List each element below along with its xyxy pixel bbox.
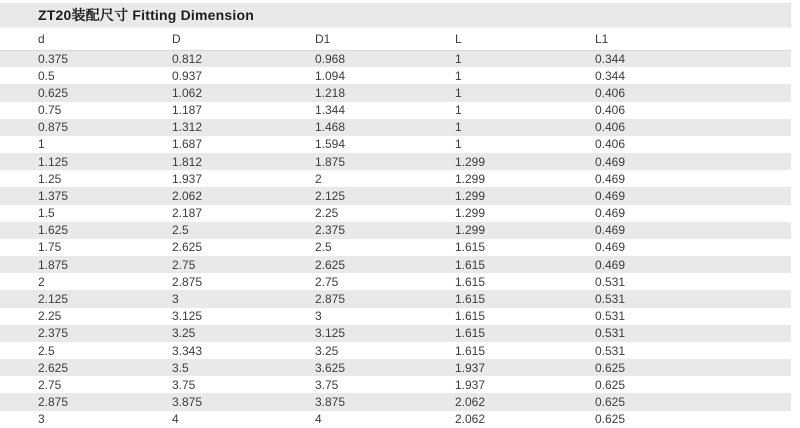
cell-L: 1.299	[455, 171, 486, 186]
cell-d: 1.875	[38, 257, 69, 272]
column-header-D1: D1	[315, 28, 455, 50]
cell-D1: 3	[315, 309, 322, 324]
cell-L1: 0.469	[595, 206, 626, 221]
cell-D: 3.75	[172, 377, 196, 392]
cell-L: 1.299	[455, 206, 486, 221]
cell-D1: 2.375	[315, 223, 346, 238]
cell-d: 2.5	[38, 343, 55, 358]
cell-d: 2.375	[38, 326, 69, 341]
cell-L1: 0.344	[595, 51, 626, 66]
table-row	[0, 325, 791, 342]
header-row	[0, 28, 791, 50]
cell-L: 1	[455, 103, 462, 118]
table-row	[0, 273, 791, 290]
cell-L: 1.299	[455, 154, 486, 169]
column-header-D: D	[172, 28, 315, 50]
cell-L: 1.299	[455, 188, 486, 203]
table-row	[0, 102, 791, 119]
table-row	[0, 222, 791, 239]
cell-D: 0.937	[172, 68, 203, 83]
cell-L1: 0.344	[595, 68, 626, 83]
cell-L: 1	[455, 137, 462, 152]
table-row	[0, 50, 791, 67]
table-row	[0, 187, 791, 204]
table-row	[0, 170, 791, 187]
cell-d: 0.5	[38, 68, 55, 83]
cell-L1: 0.625	[595, 412, 626, 427]
cell-D: 1.937	[172, 171, 203, 186]
cell-L1: 0.469	[595, 223, 626, 238]
cell-L: 1	[455, 120, 462, 135]
page-title: ZT20装配尺寸 Fitting Dimension	[38, 7, 254, 23]
cell-D1: 3.625	[315, 360, 346, 375]
cell-d: 2.625	[38, 360, 69, 375]
cell-L1: 0.625	[595, 360, 626, 375]
table-row	[0, 136, 791, 153]
cell-D1: 2.875	[315, 291, 346, 306]
cell-L: 1.615	[455, 240, 486, 255]
column-header-L1: L1	[595, 28, 791, 50]
cell-L: 1.615	[455, 274, 486, 289]
cell-d: 2.75	[38, 377, 62, 392]
table-row	[0, 308, 791, 325]
table-row	[0, 239, 791, 256]
cell-L1: 0.531	[595, 309, 626, 324]
cell-d: 1.75	[38, 240, 62, 255]
table-row	[0, 411, 791, 428]
cell-L1: 0.625	[595, 395, 626, 410]
cell-L: 1.615	[455, 257, 486, 272]
table-row	[0, 256, 791, 273]
cell-D: 4	[172, 412, 179, 427]
cell-d: 1.5	[38, 206, 55, 221]
table-row	[0, 342, 791, 359]
cell-L: 1	[455, 68, 462, 83]
cell-D: 3	[172, 291, 179, 306]
cell-L: 1.615	[455, 291, 486, 306]
table-body	[0, 50, 791, 428]
cell-L: 1.937	[455, 360, 486, 375]
cell-L: 2.062	[455, 412, 486, 427]
cell-L1: 0.406	[595, 120, 626, 135]
cell-L1: 0.469	[595, 257, 626, 272]
cell-L: 1	[455, 51, 462, 66]
cell-D: 3.343	[172, 343, 203, 358]
cell-L1: 0.531	[595, 291, 626, 306]
cell-D: 2.062	[172, 188, 203, 203]
cell-D1: 1.344	[315, 103, 346, 118]
cell-d: 2.875	[38, 395, 69, 410]
cell-D1: 3.875	[315, 395, 346, 410]
cell-d: 1.25	[38, 171, 62, 186]
table-row	[0, 359, 791, 376]
cell-D1: 2	[315, 171, 322, 186]
cell-L1: 0.406	[595, 103, 626, 118]
table-row	[0, 67, 791, 84]
cell-L: 1.615	[455, 343, 486, 358]
cell-D1: 2.25	[315, 206, 339, 221]
cell-d: 2	[38, 274, 45, 289]
cell-D: 2.187	[172, 206, 203, 221]
cell-D1: 1.468	[315, 120, 346, 135]
table-row	[0, 376, 791, 393]
cell-L1: 0.531	[595, 274, 626, 289]
cell-D: 1.312	[172, 120, 203, 135]
cell-L1: 0.469	[595, 171, 626, 186]
cell-L: 1.615	[455, 309, 486, 324]
cell-D1: 1.218	[315, 85, 346, 100]
table-row	[0, 153, 791, 170]
table-header	[0, 28, 791, 50]
cell-D: 1.812	[172, 154, 203, 169]
cell-d: 0.375	[38, 51, 69, 66]
cell-D: 1.687	[172, 137, 203, 152]
cell-L: 1.615	[455, 326, 486, 341]
cell-D1: 0.968	[315, 51, 346, 66]
cell-d: 0.75	[38, 103, 62, 118]
cell-L: 1	[455, 85, 462, 100]
cell-D: 2.875	[172, 274, 203, 289]
fitting-dimension-table	[0, 28, 791, 428]
cell-D: 0.812	[172, 51, 203, 66]
cell-d: 2.25	[38, 309, 62, 324]
cell-d: 1.625	[38, 223, 69, 238]
table-row	[0, 290, 791, 307]
cell-D1: 3.75	[315, 377, 339, 392]
cell-d: 0.625	[38, 85, 69, 100]
cell-d: 1	[38, 137, 45, 152]
column-header-d: d	[0, 28, 172, 50]
cell-D1: 2.125	[315, 188, 346, 203]
cell-L: 1.937	[455, 377, 486, 392]
cell-L1: 0.406	[595, 85, 626, 100]
table-region	[0, 3, 791, 428]
cell-D: 1.062	[172, 85, 203, 100]
cell-L: 1.299	[455, 223, 486, 238]
cell-d: 2.125	[38, 291, 69, 306]
cell-d: 1.375	[38, 188, 69, 203]
cell-D: 3.875	[172, 395, 203, 410]
table-row	[0, 393, 791, 410]
cell-L: 2.062	[455, 395, 486, 410]
table-row	[0, 119, 791, 136]
cell-L1: 0.469	[595, 154, 626, 169]
cell-L1: 0.531	[595, 326, 626, 341]
cell-D: 3.5	[172, 360, 189, 375]
cell-D1: 2.75	[315, 274, 339, 289]
cell-D1: 3.125	[315, 326, 346, 341]
cell-L1: 0.469	[595, 240, 626, 255]
cell-D: 1.187	[172, 103, 203, 118]
cell-L1: 0.406	[595, 137, 626, 152]
cell-D1: 2.625	[315, 257, 346, 272]
cell-D: 2.625	[172, 240, 203, 255]
table-row	[0, 84, 791, 101]
cell-D1: 1.875	[315, 154, 346, 169]
cell-D: 3.25	[172, 326, 196, 341]
cell-L1: 0.531	[595, 343, 626, 358]
column-header-L: L	[455, 28, 595, 50]
cell-D: 2.5	[172, 223, 189, 238]
cell-D1: 1.094	[315, 68, 346, 83]
cell-D: 2.75	[172, 257, 196, 272]
cell-D1: 1.594	[315, 137, 346, 152]
cell-D1: 4	[315, 412, 322, 427]
cell-D1: 3.25	[315, 343, 339, 358]
cell-D: 3.125	[172, 309, 203, 324]
cell-L1: 0.469	[595, 188, 626, 203]
cell-d: 3	[38, 412, 45, 427]
title-band	[0, 3, 790, 28]
table-row	[0, 205, 791, 222]
cell-D1: 2.5	[315, 240, 332, 255]
cell-d: 0.875	[38, 120, 69, 135]
cell-d: 1.125	[38, 154, 69, 169]
cell-L1: 0.625	[595, 377, 626, 392]
